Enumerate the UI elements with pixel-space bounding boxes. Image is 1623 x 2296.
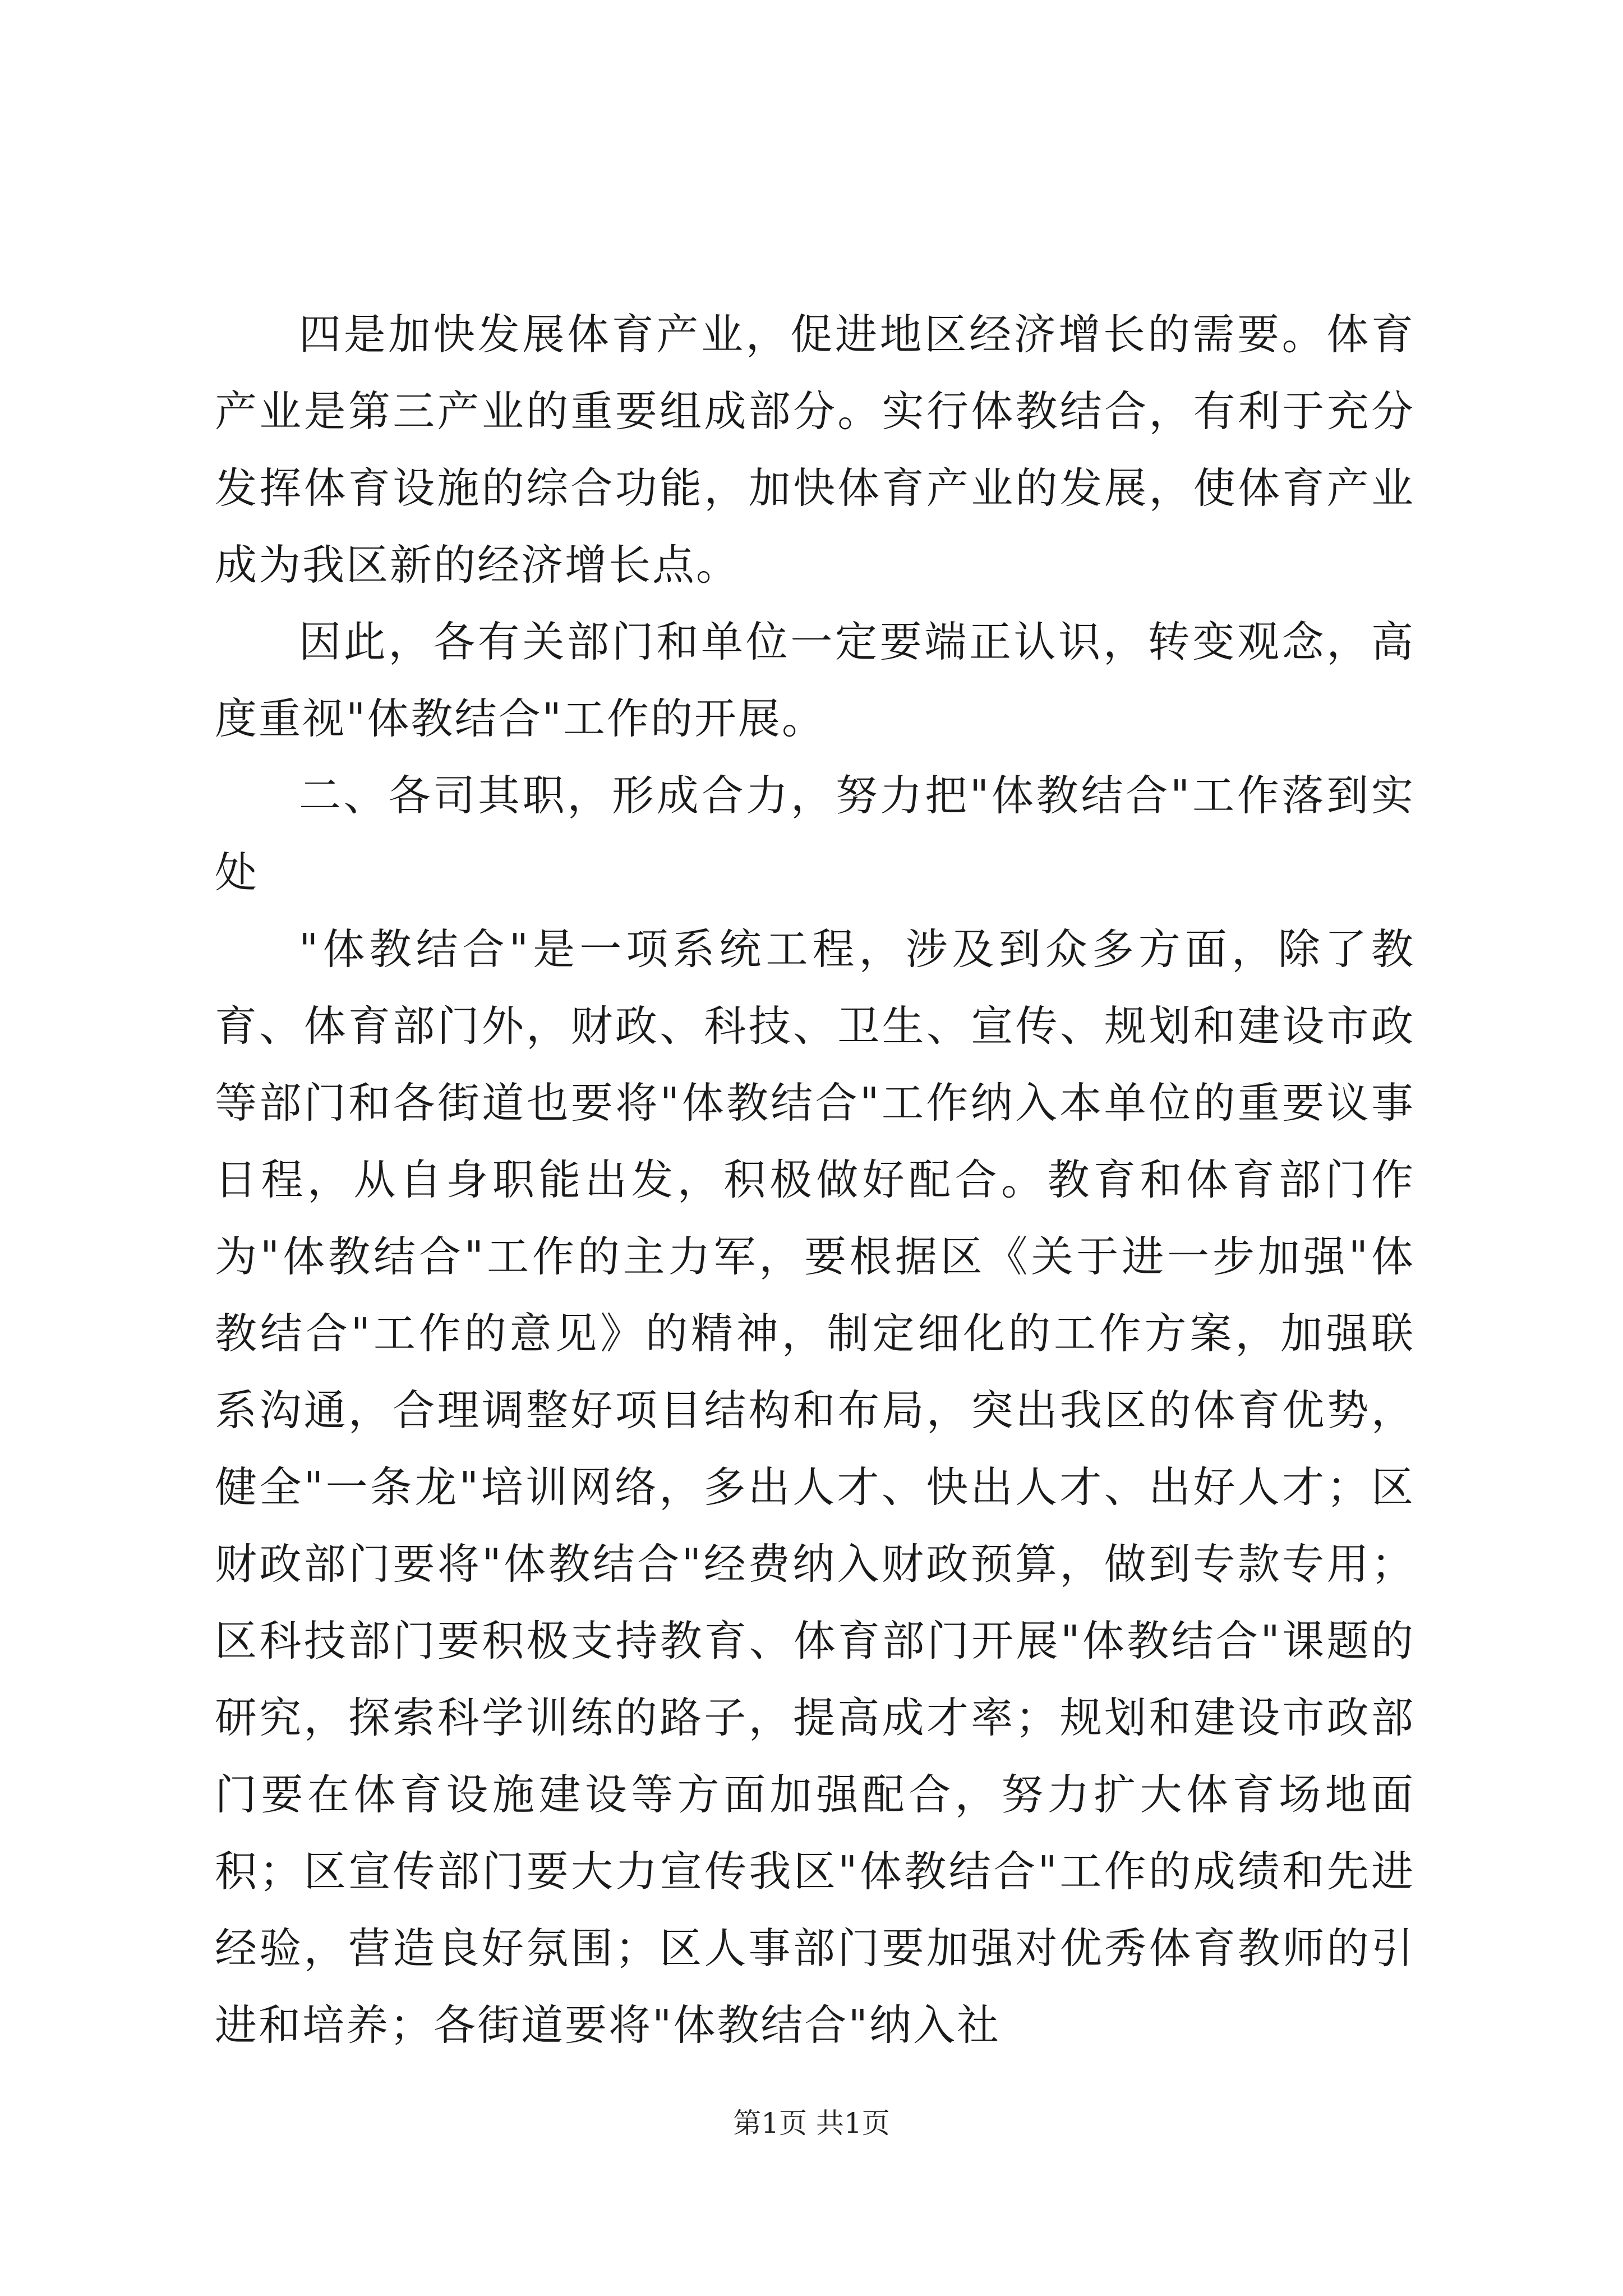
section-heading: 二、各司其职，形成合力，努力把"体教结合"工作落到实处 bbox=[215, 771, 1415, 897]
page-footer: 第1页 共1页 bbox=[733, 2107, 890, 2139]
paragraph-conclusion: 因此，各有关部门和单位一定要端正认识，转变观念，高度重视"体教结合"工作的开展。 bbox=[215, 617, 1415, 743]
document-body bbox=[215, 296, 1415, 2064]
paragraph-departments: "体教结合"是一项系统工程，涉及到众多方面，除了教育、体育部门外，财政、科技、卫生、宣传、规划和建设市政等部门和各街道也要将"体教结合"工作纳入本单位的重要议事日程，从自身职能出发，积极做好配合。教育和体育部门作为"体教结合"工作的主力军，要根据区《关于进一步加强"体教结合"工作的意见》的精神，制定细化的工作方案，加强联系沟通，合理调整好项目结构和布局，突出我区的体育优势，健全"一条龙"培训网络，多出人才、快出人才、出好人才；区财政部门要将"体教结合"经费纳入财政预算，做到专款专用；区科技部门要积极支持教育、体育部门开展"体教结合"课题的研究，探索科学训练的路子，提高成才率；规划和建设市政部门要在体育设施建设等方面加强配合，努力扩大体育场地面积；区宣传部门要大力宣传我区"体教结合"工作的成绩和先进经验，营造良好氛围；区人事部门要加强对优秀体育教师的引进和培养；各街道要将"体教结合"纳入社 bbox=[215, 924, 1415, 2050]
paragraph-industry: 四是加快发展体育产业，促进地区经济增长的需要。体育产业是第三产业的重要组成部分。实行体教结合，有利于充分发挥体育设施的综合功能，加快体育产业的发展，使体育产业成为我区新的经济增长点。 bbox=[215, 310, 1415, 590]
